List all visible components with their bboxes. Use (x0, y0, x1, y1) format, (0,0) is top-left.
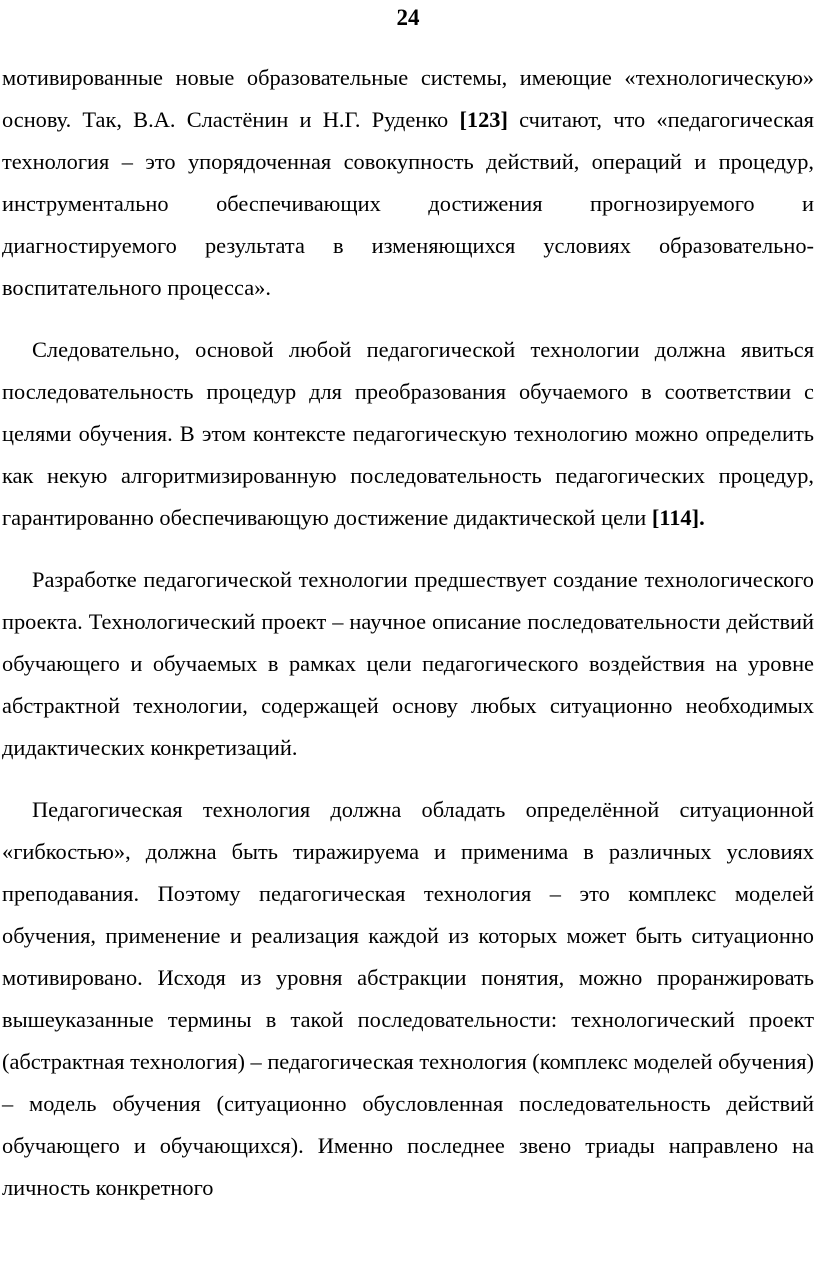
paragraph-3: Разработке педагогической технологии предшествует создание технологического проекта. Технологический проект – научное описание последовательности действий обучающего и обучаемых в рамках цели педагогического воздействия на уровне абстрактной технологии, содержащей основу любых ситуационно необходимых дидактических конкретизаций. (2, 567, 814, 760)
body-text (2, 57, 814, 1209)
paragraph-2-text: Следовательно, основой любой педагогической технологии должна явиться последовательность процедур для преобразования обучаемого в соответствии с целями обучения. В этом контексте педагогическую технологию можно определить как некую алгоритмизированную последовательность педагогических процедур, гарантированно обеспечивающую достижение дидактической цели (2, 337, 814, 530)
paragraph-1-text-start: мотивированные новые образовательные системы, имеющие «технологическую» основу. Так, В.А. Сластёнин и Н.Г. Руденко (2, 65, 814, 132)
paragraph-1-text-end: считают, что «педагогическая технология – это упорядоченная совокупность действий, операций и процедур, инструментально обеспечивающих достижения прогнозируемого и диагностируемого результата в изменяющихся условиях образовательно-воспитательного процесса». (2, 107, 814, 300)
paragraph-4: Педагогическая технология должна обладать определённой ситуационной «гибкостью», должна быть тиражируема и применима в различных условиях преподавания. Поэтому педагогическая технология – это комплекс моделей обучения, применение и реализация каждой из которых может быть ситуационно мотивировано. Исходя из уровня абстракции понятия, можно проранжировать вышеуказанные термины в такой последовательности: технологический проект (абстрактная технология) – педагогическая технология (комплекс моделей обучения) – модель обучения (ситуационно обусловленная последовательность действий обучающего и обучающихся). Именно последнее звено триады направлено на личность конкретного (2, 797, 814, 1200)
page-number: 24 (396, 5, 420, 30)
citation-ref: [123] (459, 107, 508, 132)
paragraph-gap (2, 539, 814, 559)
citation-ref: [114]. (651, 505, 705, 530)
paragraph-gap (2, 309, 814, 329)
paragraph-1 (2, 57, 814, 309)
paragraph-2 (2, 329, 814, 539)
paragraph-gap (2, 769, 814, 789)
